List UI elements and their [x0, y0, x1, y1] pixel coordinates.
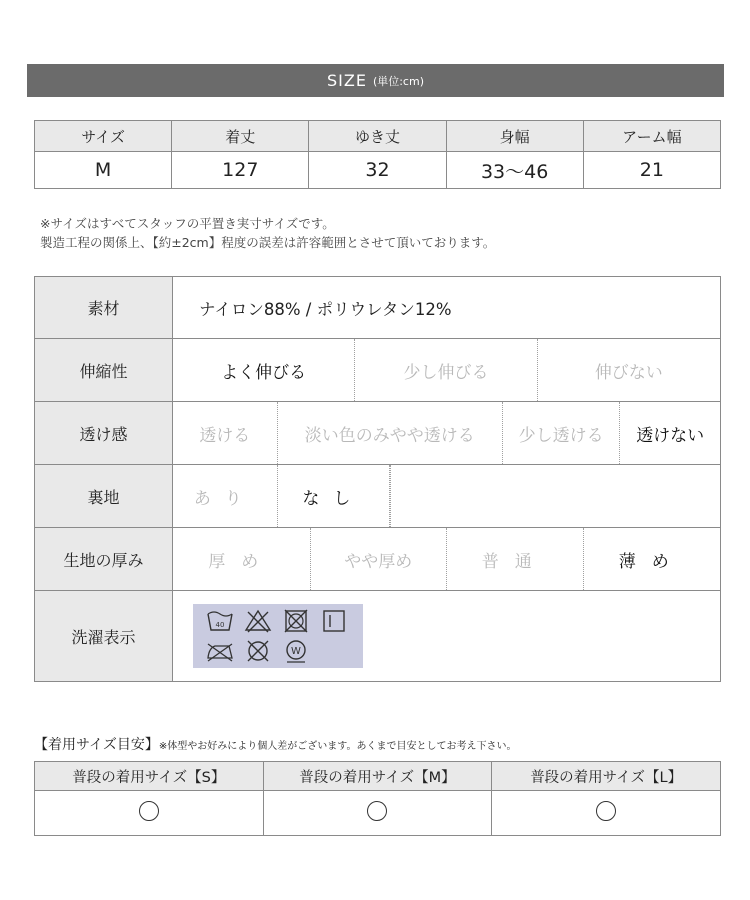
size-title: SIZE: [326, 71, 367, 90]
spec-options-lining: [173, 465, 721, 528]
spec-label-lining: 裏地: [35, 465, 173, 528]
size-notes: [40, 214, 495, 252]
fit-cell-s: [35, 791, 264, 836]
option-lining-no: なし: [278, 465, 391, 527]
spec-row-stretch: [35, 339, 721, 402]
no-dry-clean-icon: [243, 638, 273, 664]
spec-care-cell: [173, 591, 721, 682]
option-sheer-slight: 少し透ける: [503, 402, 621, 464]
spec-label-stretch: 伸縮性: [35, 339, 173, 402]
option-stretch-high: よく伸びる: [173, 339, 355, 401]
option-sheer-yes: 透ける: [173, 402, 278, 464]
spec-row-care: [35, 591, 721, 682]
size-unit: (単位:cm): [372, 74, 424, 88]
option-sheer-none: 透けない: [636, 425, 705, 446]
size-header-arm: アーム幅: [583, 121, 720, 152]
no-tumble-dry-icon: [281, 608, 311, 634]
spec-row-thickness: [35, 528, 721, 591]
wash-40-icon: [205, 608, 235, 634]
spec-value-material: ナイロン88% / ポリウレタン12%: [173, 277, 721, 339]
size-header-width: 身幅: [446, 121, 583, 152]
note-line: ※サイズはすべてスタッフの平置き実寸サイズです。: [40, 216, 335, 231]
fit-circle-icon: [596, 801, 616, 821]
note-line: 製造工程の関係上、【約±2cm】程度の誤差は許容範囲とさせて頂いております。: [40, 235, 496, 250]
size-value-width: 33〜46: [446, 152, 583, 189]
spec-label-material: 素材: [35, 277, 173, 339]
line-dry-icon: [319, 608, 349, 634]
spec-options-thickness: [173, 528, 721, 591]
spec-row-material: [35, 277, 721, 339]
size-value-length: 127: [172, 152, 309, 189]
size-table-row: [35, 152, 721, 189]
no-bleach-icon: [243, 608, 273, 634]
size-value-arm: 21: [583, 152, 720, 189]
size-value-sleeve: 32: [309, 152, 446, 189]
fit-guide-header-row: [35, 762, 721, 791]
size-table-header-row: [35, 121, 721, 152]
option-sheer-light-colors: 淡い色のみやや透ける: [278, 402, 503, 464]
care-symbols: [193, 604, 363, 668]
option-thickness-slightly-thick: やや厚め: [311, 528, 448, 590]
option-stretch-none: 伸びない: [594, 362, 663, 383]
fit-header-s: 普段の着用サイズ【S】: [35, 762, 264, 791]
spec-label-thickness: 生地の厚み: [35, 528, 173, 591]
spec-label-care: 洗濯表示: [35, 591, 173, 682]
fit-guide-row: [35, 791, 721, 836]
fit-guide-heading: 【着用サイズ目安】: [34, 737, 159, 753]
spec-row-lining: [35, 465, 721, 528]
spec-row-sheer: [35, 402, 721, 465]
svg-text:40: 40: [215, 621, 225, 629]
size-table: [34, 120, 721, 189]
spec-options-sheer: [173, 402, 721, 465]
option-lining-blank: [390, 465, 720, 527]
option-thickness-thin: 薄め: [618, 551, 685, 572]
fit-cell-m: [263, 791, 492, 836]
fit-circle-icon: [139, 801, 159, 821]
fit-guide-table: [34, 761, 721, 836]
fit-cell-l: [492, 791, 721, 836]
fit-guide-title: [34, 734, 516, 754]
option-stretch-some: 少し伸びる: [355, 339, 537, 401]
svg-text:W: W: [291, 646, 301, 657]
size-header-size: サイズ: [35, 121, 172, 152]
option-thickness-normal: 普通: [447, 528, 584, 590]
fit-circle-icon: [367, 801, 387, 821]
fit-header-m: 普段の着用サイズ【M】: [263, 762, 492, 791]
wet-clean-icon: [281, 638, 311, 664]
option-thickness-thick: 厚め: [173, 528, 311, 590]
spec-options-stretch: [173, 339, 721, 402]
option-lining-yes: あり: [173, 465, 278, 527]
size-header-length: 着丈: [172, 121, 309, 152]
size-value-size: M: [35, 152, 172, 189]
spec-table: [34, 276, 721, 682]
fit-header-l: 普段の着用サイズ【L】: [492, 762, 721, 791]
size-header-sleeve: ゆき丈: [309, 121, 446, 152]
spec-label-sheer: 透け感: [35, 402, 173, 465]
fit-guide-note: ※体型やお好みにより個人差がございます。あくまで目安としてお考え下さい。: [158, 741, 517, 752]
low-iron-icon: [205, 638, 235, 664]
size-header-bar: [27, 64, 724, 97]
